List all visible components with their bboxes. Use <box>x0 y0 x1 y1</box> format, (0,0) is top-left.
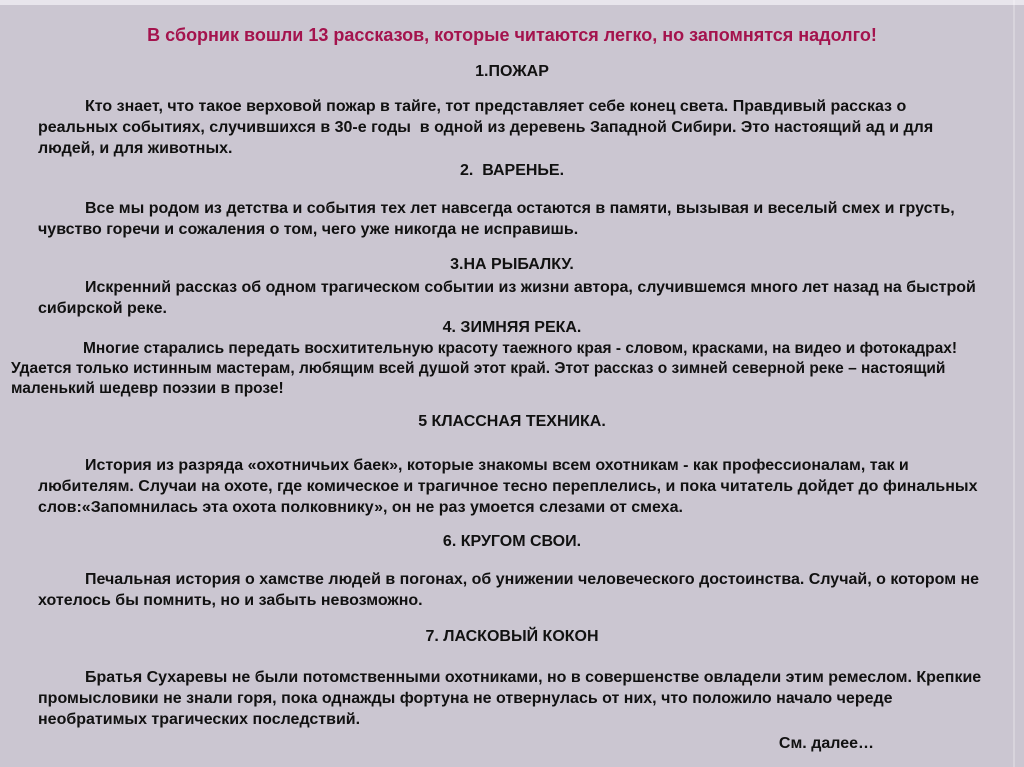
story-section-4 <box>0 319 1024 399</box>
story-heading-1: 1.ПОЖАР <box>475 63 549 80</box>
story-section-1 <box>0 63 1024 159</box>
story-description-3: Искренний рассказ об одном трагическом событии из жизни автора, случившемся много лет назад на быстрой сибирской реке. <box>38 279 981 317</box>
story-heading-2: 2. ВАРЕНЬЕ. <box>459 162 565 179</box>
story-heading-5: 5 КЛАССНАЯ ТЕХНИКА. <box>418 413 606 430</box>
story-description-5: История из разряда «охотничьих баек», которые знакомы всем охотникам - как профессионалам, так и любителям. Случаи на охоте, где комическое и трагичное тесно переплелись, и пока читатель дойдет до финальных слов:«Запомнилась эта охота полковнику», он не раз умоется слезами от смеха. <box>38 457 982 516</box>
story-heading-7: 7. ЛАСКОВЫЙ КОКОН <box>425 628 599 645</box>
story-section-6 <box>0 533 1024 611</box>
top-edge-highlight <box>0 0 1024 5</box>
see-more-note: См. далее… <box>778 735 874 752</box>
right-edge-highlight <box>1013 0 1015 767</box>
story-heading-3: 3.НА РЫБАЛКУ. <box>450 256 574 273</box>
story-section-2 <box>0 162 1024 240</box>
story-heading-4: 4. ЗИМНЯЯ РЕКА. <box>442 319 582 336</box>
story-description-1: Кто знает, что такое верховой пожар в тайге, тот представляет себе конец света. Правдивый рассказ о реальных событиях, случившихся в 30-е годы в одной из деревень Западной Сибири. Это настоящий ад и для людей, и для животных. <box>38 98 938 157</box>
story-section-5 <box>0 413 1024 518</box>
slide-title: В сборник вошли 13 рассказов, которые читаются легко, но запомнятся надолго! <box>147 25 877 45</box>
story-section-7 <box>0 628 1024 730</box>
story-description-2: Все мы родом из детства и события тех лет навсегда остаются в памяти, вызывая и веселый смех и грусть, чувство горечи и сожаления о том, чего уже никогда не исправишь. <box>38 200 960 238</box>
story-description-6: Печальная история о хамстве людей в погонах, об унижении человеческого достоинства. Случай, о котором не хотелось бы помнить, но и забыть невозможно. <box>38 571 984 609</box>
story-section-3 <box>0 256 1024 319</box>
story-heading-6: 6. КРУГОМ СВОИ. <box>442 533 582 550</box>
story-description-7: Братья Сухаревы не были потомственными охотниками, но в совершенстве овладели этим ремеслом. Крепкие промысловики не знали горя, пока однажды фортуна не отвернулась от них, что положило начало череде необратимых трагических последствий. <box>38 669 986 728</box>
story-description-4: Многие старались передать восхитительную красоту таежного края - словом, красками, на видео и фотокадрах! Удается только истинным мастерам, любящим всей душой этот край. Этот рассказ о зимней северной реке – настоящий маленький шедевр поэзии в прозе! <box>11 340 962 397</box>
